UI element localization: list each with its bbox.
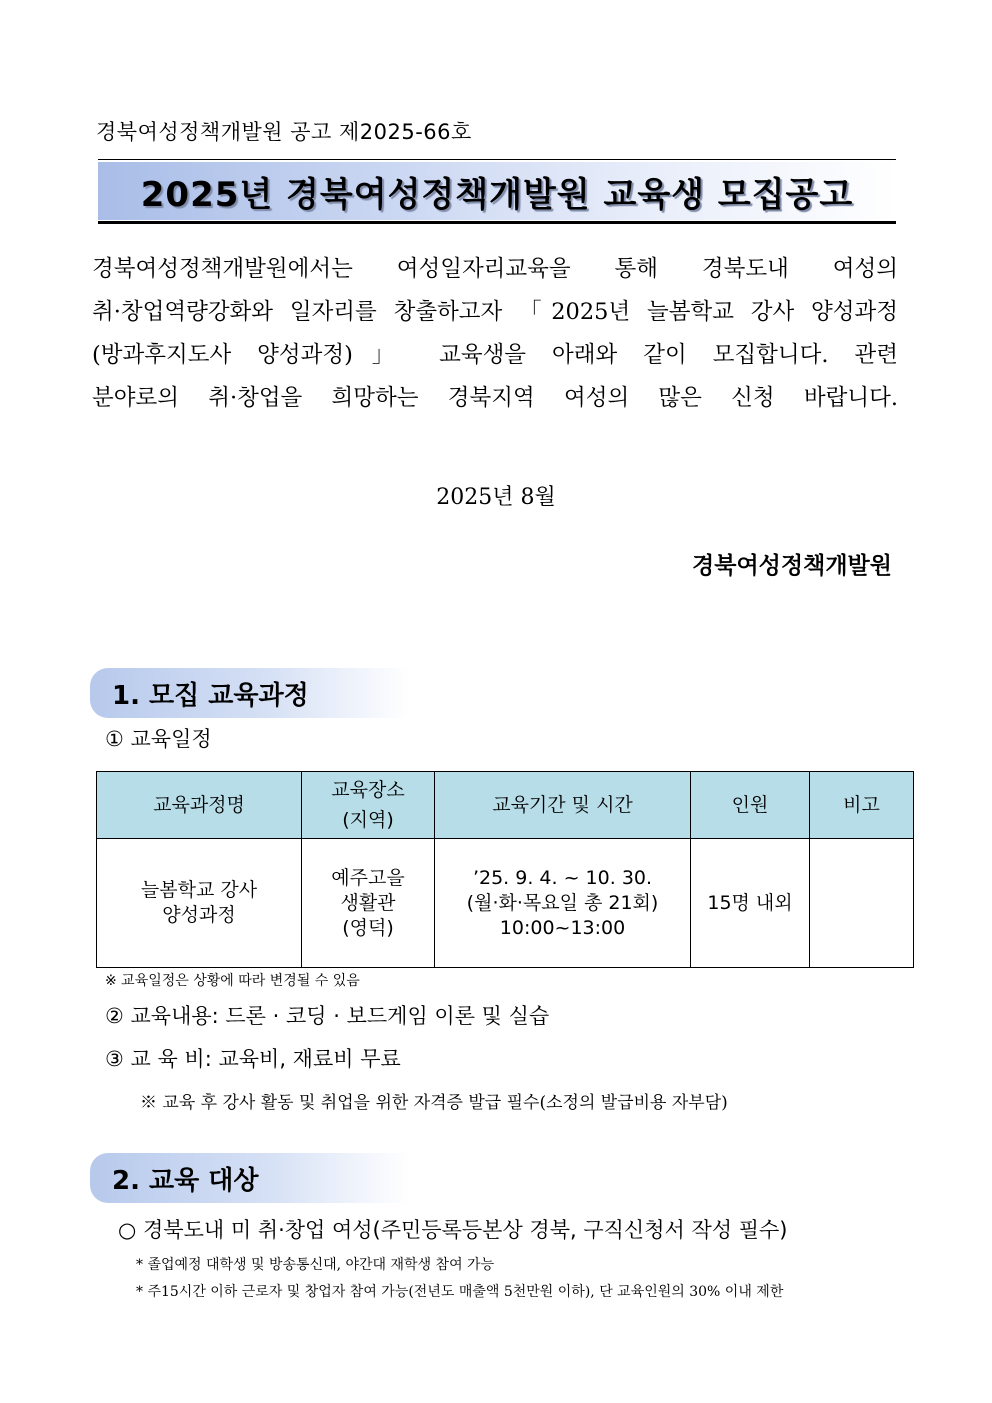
header-period: 교육기간 및 시간: [435, 772, 691, 839]
period-line: ’25. 9. 4. ~ 10. 30.: [472, 866, 653, 889]
section1-heading: [90, 668, 410, 718]
table-header-row: [97, 772, 914, 839]
place-line: 생활관: [340, 891, 396, 914]
title-top-rule: [98, 159, 896, 160]
target-description: ○ 경북도내 미 취·창업 여성(주민등록등본상 경북, 구직신청서 작성 필수): [118, 1218, 788, 1242]
intro-line: 경북여성정책개발원에서는 여성일자리교육을 통해 경북도내 여성의: [92, 256, 898, 282]
period-line: 10:00~13:00: [499, 916, 626, 939]
fee-note: ※ 교육 후 강사 활동 및 취업을 위한 자격증 발급 필수(소정의 발급비용 자부담): [140, 1093, 728, 1113]
header-course: 교육과정명: [97, 772, 302, 839]
table-row: [97, 839, 914, 968]
course-line: 양성과정: [162, 904, 236, 926]
period-line: (월·화·목요일 총 21회): [466, 891, 659, 914]
education-content: ② 교육내용: 드론 · 코딩 · 보드게임 이론 및 실습: [105, 1004, 550, 1028]
section2-heading-text: 2. 교육 대상: [112, 1165, 259, 1196]
target-note: * 졸업예정 대학생 및 방송통신대, 야간대 재학생 참여 가능: [136, 1257, 495, 1273]
header-people: 인원: [691, 772, 810, 839]
cell-place: [302, 839, 435, 968]
intro-line: 분야로의 취·창업을 희망하는 경북지역 여성의 많은 신청 바랍니다.: [92, 385, 898, 411]
intro-line: 취·창업역량강화와 일자리를 창출하고자 「2025년 늘봄학교 강사 양성과정: [92, 299, 898, 325]
notice-date: 2025년 8월: [436, 485, 556, 510]
header-remarks: 비고: [810, 772, 914, 839]
section2-heading: [90, 1153, 410, 1203]
header-place-line1: 교육장소: [331, 779, 405, 801]
schedule-note: ※ 교육일정은 상황에 따라 변경될 수 있음: [105, 973, 360, 989]
intro-paragraph: [92, 248, 898, 420]
education-fee: ③ 교 육 비: 교육비, 재료비 무료: [105, 1047, 401, 1071]
target-note: * 주15시간 이하 근로자 및 창업자 참여 가능(전년도 매출액 5천만원 이하), 단 교육인원의 30% 이내 제한: [136, 1284, 784, 1300]
course-line: 늘봄학교 강사: [140, 879, 258, 901]
schedule-table: [96, 771, 914, 968]
place-line: 예주고을: [331, 866, 405, 889]
organization-name: 경북여성정책개발원: [692, 552, 892, 579]
cell-period: [435, 839, 691, 968]
section1-heading-text: 1. 모집 교육과정: [112, 680, 309, 711]
intro-line: (방과후지도사 양성과정)」 교육생을 아래와 같이 모집합니다. 관련: [92, 342, 898, 368]
title-banner: [98, 162, 896, 220]
cell-course: [97, 839, 302, 968]
schedule-subheading: ① 교육일정: [105, 727, 212, 751]
cell-remarks: [810, 839, 914, 968]
title-bottom-rule: [98, 221, 896, 224]
notice-number: 경북여성정책개발원 공고 제2025-66호: [96, 120, 472, 144]
place-line: (영덕): [342, 916, 394, 939]
header-place: [302, 772, 435, 839]
header-place-line2: (지역): [342, 809, 394, 831]
page-title: 2025년 경북여성정책개발원 교육생 모집공고: [140, 174, 854, 215]
cell-people: 15명 내외: [691, 839, 810, 968]
